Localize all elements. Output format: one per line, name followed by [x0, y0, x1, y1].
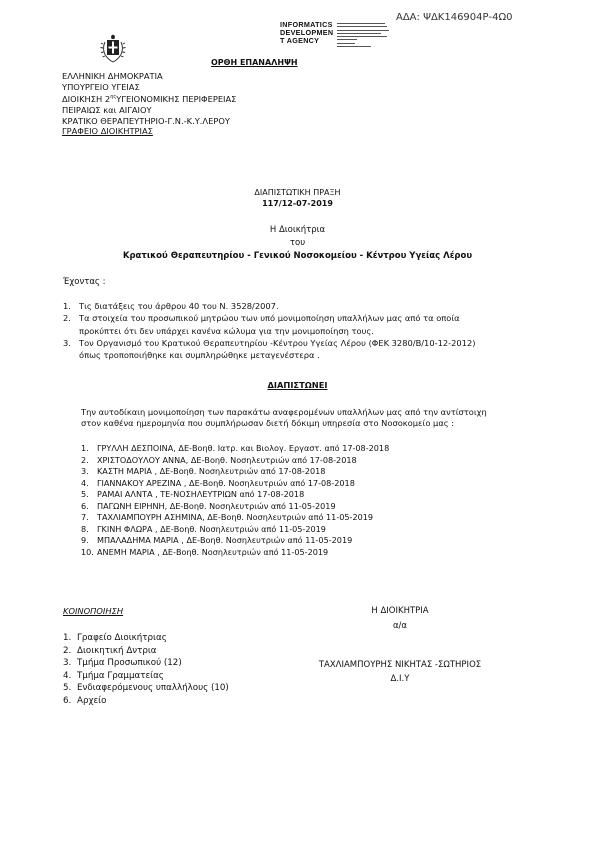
list-item: 2. Διοικητική Δντρια — [63, 645, 157, 656]
ada-code: ΑΔΑ: ΨΔΚ146904Ρ-4Ω0 — [396, 12, 513, 23]
list-item: 4. Τμήμα Γραμματείας — [63, 670, 164, 681]
sender-line: ΥΠΟΥΡΓΕΙΟ ΥΓΕΙΑΣ — [62, 81, 140, 92]
list-item: 2. Τα στοιχεία του προσωπικού μητρώου των υπό μονιμοποίηση υπαλλήλων μας από τα οποία προκύπτει ότι δεν υπάρχει κανένα κώλυμα για την μονιμοποίηση τους. — [63, 313, 460, 336]
list-item: 1. Τις διατάξεις του άρθρου 40 του Ν. 3528/2007. — [63, 301, 279, 311]
sender-line: ΚΡΑΤΙΚΟ ΘΕΡΑΠΕΥΤΗΡΙΟ-Γ.Ν.-Κ.Υ.ΛΕΡΟΥ — [62, 115, 230, 126]
list-item: 3. ΚΑΣΤΗ ΜΑΡΙΑ , ΔΕ-Βοηθ. Νοσηλευτριών από 17-08-2018 — [81, 466, 326, 476]
greek-emblem-icon — [99, 34, 127, 64]
list-item: 3. Τμήμα Προσωπικού (12) — [63, 658, 182, 668]
list-item: 7. ΤΑΧΛΙΑΜΠΟΥΡΗ ΑΣΗΜΙΝΑ, ΔΕ-Βοηθ. Νοσηλευτριών από 11-05-2019 — [81, 512, 374, 522]
decision-paragraph: Την αυτοδίκαιη μονιμοποίηση των παρακάτω αναφερομένων υπαλλήλων μας από την αντίστοιχη στον καθένα ημερομηνία που συμπλήρωσαν διετή δόκιμη υπηρεσία στο Νοσοκομείο μας : — [81, 407, 487, 429]
section-heading: ΔΙΑΠΙΣΤΩΝΕΙ — [267, 380, 328, 390]
employee-list — [81, 443, 389, 558]
sender-block — [62, 71, 236, 137]
list-item: 4. ΓΙΑΝΝΑΚΟΥ ΑΡΕΖΙΝΑ , ΔΕ-Βοηθ. Νοσηλευτριών από 17-08-2018 — [81, 477, 355, 488]
list-item: 6. ΠΑΓΩΝΗ ΕΙΡΗΝΗ, ΔΕ-Βοηθ. Νοσηλευτριών από 11-05-2019 — [81, 500, 336, 511]
sender-office: ΓΡΑΦΕΙΟ ΔΙΟΙΚΗΤΡΙΑΣ — [62, 126, 153, 137]
list-item: 6. Αρχείο — [63, 695, 107, 706]
legal-basis-list — [63, 300, 533, 361]
list-item: 2. ΧΡΙΣΤΟΔΟΥΛΟΥ ΑΝΝΑ, ΔΕ-Βοηθ. Νοσηλευτριών από 17-08-2018 — [81, 454, 357, 465]
list-item: 10. ΑΝΕΜΗ ΜΑΡΙΑ , ΔΕ-Βοηθ. Νοσηλευτριών από 11-05-2019 — [81, 546, 329, 557]
signatory-title: Δ.Ι.Υ — [390, 674, 410, 684]
list-item: 8. ΓΚΙΝΗ ΦΛΩΡΑ , ΔΕ-Βοηθ. Νοσηλευτριών από 11-05-2019 — [81, 523, 326, 534]
logo-line-1: INFORMATICS — [280, 20, 333, 29]
document-title: ΔΙΑΠΙΣΤΩΤΙΚΗ ΠΡΑΞΗ — [254, 188, 341, 197]
list-item: 1. ΓΡΥΛΛΗ ΔΕΣΠΟΙΝΑ, ΔΕ-Βοηθ. Ιατρ. και Βιολογ. Εργαστ. από 17-08-2018 — [81, 443, 390, 453]
having-label: Έχοντας : — [63, 277, 106, 287]
distribution-list — [63, 632, 229, 707]
sender-line: ΕΛΛΗΝΙΚΗ ΔΗΜΟΚΡΑΤΙΑ — [62, 71, 163, 81]
logo-fine-print — [337, 23, 389, 49]
signatory-role: Η ΔΙΟΙΚΗΤΡΙΑ — [371, 606, 429, 616]
informatics-agency-logo — [280, 21, 389, 49]
issuing-authority: Η Διοικήτρια — [269, 225, 326, 235]
sender-line: ΠΕΙΡΑΙΩΣ και ΑΙΓΑΙΟΥ — [62, 104, 152, 115]
list-item: 5. ΡΑΜΑΙ ΑΛΝΤΑ , ΤΕ-ΝΟΣΗΛΕΥΤΡΙΩΝ από 17-08-2018 — [81, 489, 305, 499]
distribution-heading: ΚΟΙΝΟΠΟΙΗΣΗ — [63, 606, 124, 616]
list-item: 9. ΜΠΑΛΑΔΗΜΑ ΜΑΡΙΑ , ΔΕ-Βοηθ. Νοσηλευτριών από 11-05-2019 — [81, 535, 353, 545]
logo-line-3: T AGENCY — [280, 36, 320, 45]
list-item: 3. Τον Οργανισμό του Κρατικού Θεραπευτηρίου -Κέντρου Υγείας Λέρου (ΦΕΚ 3280/Β/10-12-2012) όπως τροποποιήθηκε και συμπληρώθηκε μεταγενέστερα . — [63, 337, 476, 361]
list-item: 5. Ενδιαφερόμενους υπαλλήλους (10) — [63, 683, 229, 693]
authority-connector: του — [289, 238, 306, 248]
logo-line-2: DEVELOPMEN — [280, 28, 334, 37]
institution-name: Κρατικού Θεραπευτηρίου - Γενικού Νοσοκομείου - Κέντρου Υγείας Λέρου — [122, 251, 473, 261]
list-item: 1. Γραφείο Διοικήτριας — [63, 633, 167, 643]
document-number: 117/12-07-2019 — [262, 199, 333, 208]
sender-line: ΔΙΟΙΚΗΣΗ $2^{\eta\varsigma}\Upsilon\Gamma EIONOMIKH\Sigma$ ΠΕΡΙΦΕΡΕΙΑΣ — [62, 94, 237, 105]
signatory-name: ΤΑΧΛΙΑΜΠΟΥΡΗΣ ΝΙΚΗΤΑΣ -ΣΩΤΗΡΙΟΣ — [318, 660, 482, 670]
correct-repetition-label: ΟΡΘΗ ΕΠΑΝΑΛΗΨΗ — [211, 58, 298, 67]
signatory-aa: α/α — [392, 621, 408, 631]
